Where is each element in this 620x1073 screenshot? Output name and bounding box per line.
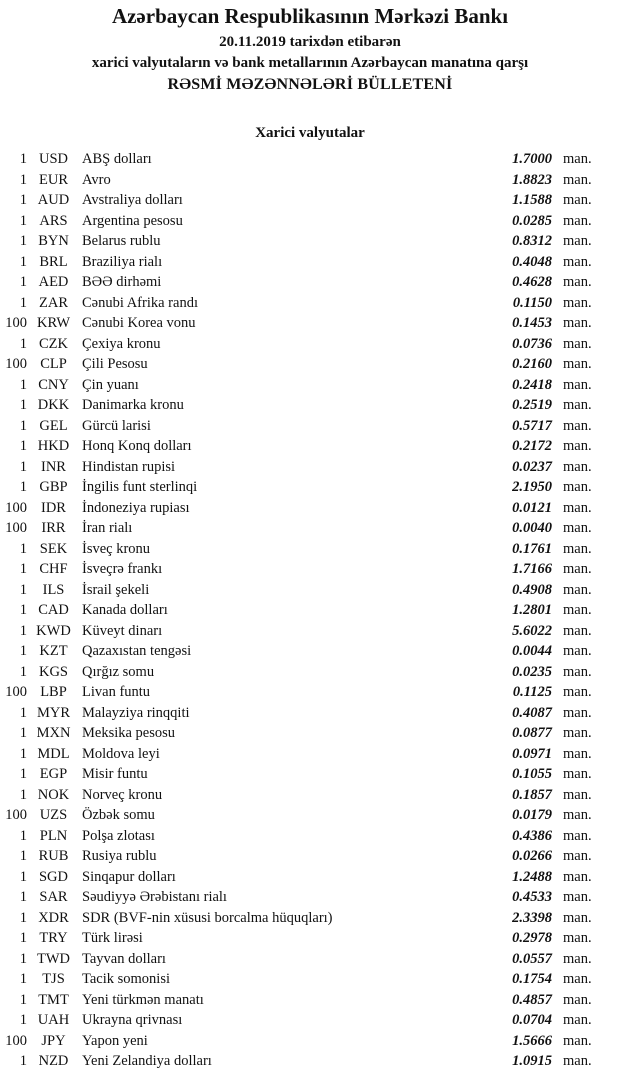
quantity: 100 [5, 356, 27, 372]
table-row [0, 621, 620, 642]
currency-name: Hindistan rupisi [82, 458, 176, 475]
table-row [0, 252, 620, 273]
table-row [0, 436, 620, 457]
rate-unit: man. [563, 253, 592, 270]
table-row [0, 375, 620, 396]
rate-value: 0.0877 [512, 725, 552, 741]
rate-value: 0.4857 [512, 991, 552, 1008]
currency-name: Honq Konq dolları [82, 438, 192, 454]
rate-unit: man. [563, 540, 592, 557]
currency-code: KZT [39, 643, 68, 659]
table-row [0, 149, 620, 170]
quantity: 1 [19, 1053, 27, 1069]
rate-unit: man. [563, 807, 592, 823]
table-row [0, 867, 620, 888]
rate-value: 0.0704 [512, 1012, 552, 1028]
table-row [0, 1051, 620, 1072]
rate-value: 2.3398 [512, 909, 552, 926]
currency-code: XDR [38, 909, 69, 926]
currency-code: TMT [38, 991, 69, 1008]
rate-unit: man. [563, 192, 592, 208]
rate-value: 0.2978 [512, 930, 552, 946]
table-row [0, 190, 620, 211]
currency-code: USD [38, 151, 68, 167]
quantity: 1 [19, 786, 27, 803]
currency-code: AUD [37, 192, 70, 208]
quantity: 1 [19, 438, 27, 454]
rate-unit: man. [563, 171, 592, 188]
rate-value: 0.5717 [512, 417, 552, 434]
table-row [0, 498, 620, 519]
currency-name: İsrail şekeli [82, 581, 150, 598]
rate-unit: man. [563, 684, 592, 700]
currency-code: BYN [38, 233, 69, 249]
quantity: 1 [19, 868, 27, 885]
rate-unit: man. [563, 397, 592, 413]
rate-value: 0.1055 [512, 766, 552, 782]
rate-value: 0.1754 [512, 971, 552, 987]
currency-code: CHF [39, 561, 68, 577]
rate-value: 0.1761 [512, 540, 552, 557]
currency-code: GBP [39, 479, 68, 495]
currency-name: Livan funtu [82, 684, 151, 700]
currency-code: CNY [38, 376, 69, 393]
currency-code: NZD [38, 1053, 69, 1069]
table-row [0, 211, 620, 232]
rate-value: 0.1453 [512, 315, 552, 331]
rate-unit: man. [563, 991, 592, 1008]
currency-code: ILS [42, 581, 65, 598]
rate-unit: man. [563, 930, 592, 946]
quantity: 1 [19, 889, 27, 905]
rate-value: 5.6022 [512, 622, 552, 639]
quantity: 1 [19, 950, 27, 967]
currency-name: Cənubi Korea vonu [82, 315, 196, 331]
rate-value: 0.0266 [512, 848, 552, 864]
table-row [0, 231, 620, 252]
table-row [0, 600, 620, 621]
rate-value: 0.0040 [512, 520, 552, 536]
rate-unit: man. [563, 1012, 592, 1028]
currency-name: Tacik somonisi [82, 971, 170, 987]
section-title-foreign-currencies: Xarici valyutalar [255, 125, 365, 141]
rate-unit: man. [563, 376, 592, 393]
quantity: 1 [19, 602, 27, 618]
rate-value: 1.8823 [512, 171, 552, 188]
rate-value: 0.1125 [512, 684, 552, 700]
quantity: 1 [19, 417, 27, 434]
rate-unit: man. [563, 212, 592, 229]
rate-unit: man. [563, 1032, 592, 1049]
quantity: 1 [19, 376, 27, 393]
rate-unit: man. [563, 274, 592, 290]
currency-code: PLN [39, 827, 68, 844]
currency-name: İsveçrə frankı [82, 561, 163, 577]
table-row [0, 354, 620, 375]
currency-code: CZK [39, 335, 68, 352]
table-row [0, 457, 620, 478]
table-row [0, 395, 620, 416]
quantity: 1 [19, 171, 27, 188]
rate-value: 0.0044 [512, 643, 552, 659]
currency-code: SAR [39, 889, 68, 905]
currency-name: BƏƏ dirhəmi [82, 274, 162, 290]
rate-unit: man. [563, 233, 592, 249]
rate-unit: man. [563, 950, 592, 967]
quantity: 1 [19, 725, 27, 741]
rate-value: 0.0557 [512, 950, 552, 967]
table-row [0, 1031, 620, 1052]
rate-value: 0.0285 [512, 212, 552, 229]
table-row [0, 539, 620, 560]
table-row [0, 682, 620, 703]
currency-name: Tayvan dolları [82, 950, 166, 967]
currency-name: Türk lirəsi [82, 930, 143, 946]
rate-unit: man. [563, 766, 592, 782]
currency-code: LBP [40, 684, 67, 700]
bank-title: Azərbaycan Respublikasının Mərkəzi Bankı [111, 4, 509, 28]
quantity: 1 [19, 192, 27, 208]
table-row [0, 641, 620, 662]
table-row [0, 846, 620, 867]
currency-name: Cənubi Afrika randı [82, 294, 198, 311]
exchange-rate-table [0, 149, 620, 1072]
rate-value: 1.2488 [512, 868, 552, 885]
rate-unit: man. [563, 643, 592, 659]
currency-name: Ukrayna qrivnası [82, 1012, 183, 1028]
currency-name: İsveç kronu [82, 540, 151, 557]
currency-code: CAD [38, 602, 69, 618]
quantity: 1 [19, 704, 27, 721]
quantity: 1 [19, 397, 27, 413]
table-row [0, 949, 620, 970]
quantity: 100 [5, 807, 27, 823]
currency-code: UAH [37, 1012, 70, 1028]
table-row [0, 559, 620, 580]
currency-name: Braziliya rialı [82, 253, 163, 270]
rate-value: 2.1950 [512, 479, 552, 495]
rate-value: 1.0915 [512, 1053, 552, 1069]
currency-code: KWD [36, 622, 71, 639]
currency-name: Özbək somu [82, 807, 155, 823]
currency-code: EGP [39, 766, 68, 782]
quantity: 1 [19, 643, 27, 659]
currency-code: TRY [39, 930, 68, 946]
quantity: 100 [5, 499, 27, 516]
rate-unit: man. [563, 479, 592, 495]
table-row [0, 785, 620, 806]
quantity: 1 [19, 335, 27, 352]
rate-unit: man. [563, 971, 592, 987]
currency-code: ZAR [39, 294, 68, 311]
table-row [0, 170, 620, 191]
table-row [0, 908, 620, 929]
rate-unit: man. [563, 745, 592, 762]
currency-name: Polşa zlotası [82, 827, 155, 844]
rate-unit: man. [563, 581, 592, 598]
rate-unit: man. [563, 827, 592, 844]
rate-value: 1.5666 [512, 1032, 552, 1049]
rate-unit: man. [563, 704, 592, 721]
rate-unit: man. [563, 622, 592, 639]
currency-code: KRW [36, 315, 71, 331]
table-row [0, 272, 620, 293]
currency-code: SGD [38, 868, 68, 885]
table-row [0, 662, 620, 683]
quantity: 1 [19, 909, 27, 926]
currency-code: NOK [37, 786, 70, 803]
rate-value: 0.2160 [512, 356, 552, 372]
rate-unit: man. [563, 725, 592, 741]
quantity: 1 [19, 622, 27, 639]
table-row [0, 723, 620, 744]
currency-name: Gürcü larisi [82, 417, 151, 434]
currency-name: Yapon yeni [82, 1032, 148, 1049]
table-row [0, 703, 620, 724]
rate-value: 0.0121 [512, 499, 552, 516]
rate-unit: man. [563, 909, 592, 926]
currency-name: Meksika pesosu [82, 725, 176, 741]
currency-name: Avstraliya dolları [82, 192, 183, 208]
quantity: 1 [19, 274, 27, 290]
currency-name: Danimarka kronu [82, 397, 184, 413]
quantity: 100 [5, 1032, 27, 1049]
currency-name: Yeni türkmən manatı [82, 991, 204, 1008]
rate-value: 1.2801 [512, 602, 552, 618]
currency-name: Malayziya rinqqiti [82, 704, 190, 721]
currency-code: MXN [36, 725, 71, 741]
table-row [0, 969, 620, 990]
currency-code: UZS [39, 807, 68, 823]
quantity: 1 [19, 151, 27, 167]
table-row [0, 887, 620, 908]
rate-value: 0.0736 [512, 335, 552, 352]
currency-name: Argentina pesosu [82, 212, 183, 229]
table-row [0, 580, 620, 601]
currency-code: IDR [41, 499, 66, 516]
rate-value: 0.2418 [512, 376, 552, 393]
quantity: 1 [19, 971, 27, 987]
currency-name: Avro [82, 171, 111, 188]
table-row [0, 990, 620, 1011]
currency-name: Norveç kronu [82, 786, 163, 803]
currency-name: Çexiya kronu [82, 335, 161, 352]
rate-value: 1.1588 [512, 192, 552, 208]
currency-name: Çin yuanı [82, 376, 139, 393]
quantity: 1 [19, 253, 27, 270]
quantity: 100 [5, 315, 27, 331]
currency-name: Qazaxıstan tengəsi [82, 643, 192, 659]
table-row [0, 764, 620, 785]
table-row [0, 1010, 620, 1031]
rate-unit: man. [563, 458, 592, 475]
currency-code: DKK [37, 397, 70, 413]
effective-date-line: 20.11.2019 tarixdən etibarən [219, 34, 401, 50]
quantity: 1 [19, 294, 27, 311]
table-row [0, 928, 620, 949]
currency-code: GEL [39, 417, 68, 434]
currency-name: Misir funtu [82, 766, 148, 782]
quantity: 1 [19, 991, 27, 1008]
rate-value: 0.4048 [512, 253, 552, 270]
rate-value: 0.4533 [512, 889, 552, 905]
currency-code: AED [38, 274, 69, 290]
quantity: 1 [19, 745, 27, 762]
currency-name: Belarus rublu [82, 233, 161, 249]
currency-name: Yeni Zelandiya dolları [82, 1053, 212, 1069]
table-row [0, 826, 620, 847]
currency-code: MYR [36, 704, 71, 721]
rate-unit: man. [563, 499, 592, 516]
currency-code: ARS [39, 212, 68, 229]
currency-code: RUB [38, 848, 69, 864]
currency-code: BRL [39, 253, 68, 270]
currency-name: Moldova leyi [82, 745, 160, 762]
rate-value: 0.0971 [512, 745, 552, 762]
quantity: 1 [19, 663, 27, 680]
table-row [0, 293, 620, 314]
rate-unit: man. [563, 786, 592, 803]
rate-value: 0.0235 [512, 663, 552, 680]
currency-name: ABŞ dolları [82, 151, 152, 167]
currency-code: HKD [37, 438, 70, 454]
rate-value: 0.8312 [512, 233, 552, 249]
quantity: 1 [19, 1012, 27, 1028]
table-row [0, 744, 620, 765]
table-row [0, 518, 620, 539]
currency-name: İran rialı [82, 520, 133, 536]
currency-name: Küveyt dinarı [82, 622, 163, 639]
currency-code: CLP [40, 356, 67, 372]
currency-code: KGS [38, 663, 68, 680]
rate-unit: man. [563, 1053, 592, 1069]
rate-unit: man. [563, 417, 592, 434]
quantity: 1 [19, 827, 27, 844]
quantity: 1 [19, 233, 27, 249]
rate-value: 0.4628 [512, 274, 552, 290]
rate-value: 0.0179 [512, 807, 552, 823]
table-row [0, 334, 620, 355]
rate-value: 0.4386 [512, 827, 552, 844]
table-row [0, 477, 620, 498]
bulletin-title: RƏSMİ MƏZƏNNƏLƏRİ BÜLLETENİ [167, 76, 453, 93]
rate-value: 0.0237 [512, 458, 552, 475]
currency-name: Qırğız somu [82, 663, 155, 680]
quantity: 1 [19, 479, 27, 495]
currency-code: TJS [42, 971, 65, 987]
quantity: 1 [19, 540, 27, 557]
rate-unit: man. [563, 663, 592, 680]
currency-name: Sinqapur dolları [82, 868, 176, 885]
rate-unit: man. [563, 848, 592, 864]
quantity: 100 [5, 684, 27, 700]
currency-name: Səudiyyə Ərəbistanı rialı [82, 889, 227, 905]
table-row [0, 805, 620, 826]
rate-unit: man. [563, 294, 592, 311]
quantity: 1 [19, 930, 27, 946]
currency-code: MDL [37, 745, 70, 762]
subtitle-line: xarici valyutaların və bank metallarının Azərbaycan manatına qarşı [91, 55, 529, 71]
currency-code: EUR [39, 171, 68, 188]
currency-name: Kanada dolları [82, 602, 168, 618]
currency-name: İndoneziya rupiası [82, 499, 190, 516]
rate-value: 1.7000 [512, 151, 552, 167]
currency-code: JPY [41, 1032, 66, 1049]
quantity: 1 [19, 581, 27, 598]
quantity: 1 [19, 458, 27, 475]
rate-unit: man. [563, 335, 592, 352]
rate-unit: man. [563, 151, 592, 167]
currency-code: TWD [36, 950, 70, 967]
rate-value: 0.4087 [512, 704, 552, 721]
rate-unit: man. [563, 561, 592, 577]
rate-unit: man. [563, 868, 592, 885]
rate-value: 0.1857 [512, 786, 552, 803]
quantity: 1 [19, 212, 27, 229]
rate-value: 0.1150 [512, 294, 552, 311]
quantity: 1 [19, 848, 27, 864]
table-row [0, 416, 620, 437]
rate-value: 1.7166 [512, 561, 552, 577]
quantity: 1 [19, 766, 27, 782]
rate-unit: man. [563, 356, 592, 372]
rate-value: 0.2519 [512, 397, 552, 413]
table-row [0, 313, 620, 334]
rate-unit: man. [563, 315, 592, 331]
currency-name: Rusiya rublu [82, 848, 157, 864]
rate-unit: man. [563, 438, 592, 454]
currency-name: Çili Pesosu [82, 356, 148, 372]
quantity: 1 [19, 561, 27, 577]
rate-unit: man. [563, 602, 592, 618]
currency-code: INR [41, 458, 66, 475]
rate-unit: man. [563, 520, 592, 536]
currency-code: SEK [39, 540, 68, 557]
quantity: 100 [5, 520, 27, 536]
currency-name: İngilis funt sterlinqi [82, 479, 198, 495]
currency-name: SDR (BVF-nin xüsusi borcalma hüquqları) [82, 909, 333, 926]
rate-value: 0.4908 [512, 581, 552, 598]
rate-value: 0.2172 [512, 438, 552, 454]
rate-unit: man. [563, 889, 592, 905]
currency-code: IRR [41, 520, 66, 536]
